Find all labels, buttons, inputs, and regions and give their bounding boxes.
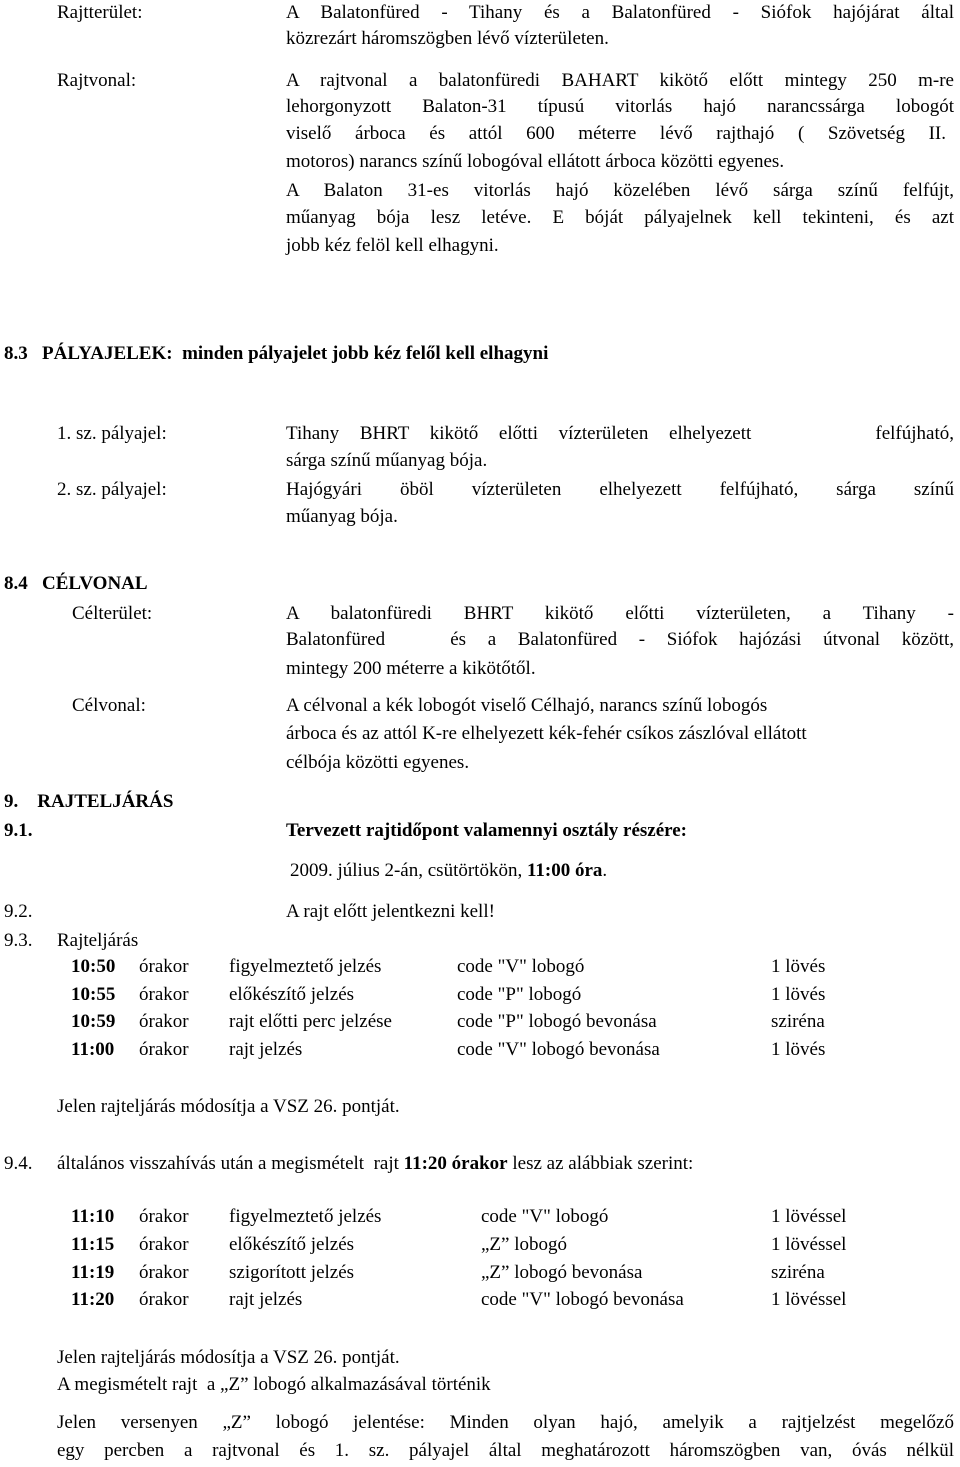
schedule-flag: „Z” lobogó bevonása — [481, 1262, 643, 1283]
schedule-row — [0, 1287, 960, 1315]
schedule-row — [0, 1260, 960, 1288]
schedule-unit: órakor — [139, 1206, 189, 1227]
schedule-signal: figyelmeztető jelzés — [229, 956, 382, 977]
rajtvonal-label: Rajtvonal: — [57, 70, 137, 91]
schedule-sound: sziréna — [771, 1262, 825, 1283]
celvonal-line: célbója közötti egyenes. — [286, 752, 470, 773]
celvonal-line: árboca és az attól K-re elhelyezett kék-fehér csíkos zászlóval ellátott — [286, 723, 807, 744]
schedule-sound: 1 lövéssel — [771, 1234, 847, 1255]
schedule-row — [0, 1232, 960, 1260]
recall-time: 11:20 órakor — [403, 1153, 508, 1174]
schedule-sound: 1 lövés — [771, 956, 826, 977]
schedule-signal: rajt jelzés — [229, 1289, 303, 1310]
z-flag-paragraph-line: egy percben a rajtvonal és 1. sz. pályajel által meghatározott háromszögben van, óvás nélkül — [57, 1440, 954, 1461]
section-text-9-2: A rajt előtt jelentkezni kell! — [286, 901, 495, 922]
schedule-sound: 1 lövéssel — [771, 1206, 847, 1227]
section-heading-9: 9. RAJTELJÁRÁS — [4, 791, 174, 812]
note-rajteljaras: Jelen rajteljárás módosítja a VSZ 26. pontját. — [57, 1096, 400, 1117]
rajtvonal-line: műanyag bója lesz letéve. E bóját pályajelnek kell tekinteni, és azt — [286, 207, 954, 228]
schedule-row — [0, 1037, 960, 1065]
schedule-flag: code "V" lobogó — [481, 1206, 609, 1227]
schedule-time: 10:50 — [71, 956, 116, 977]
section-title-9-1: Tervezett rajtidőpont valamennyi osztály részére: — [286, 820, 688, 841]
rajtterulet-label: Rajtterület: — [57, 2, 143, 23]
rajtvonal-line: jobb kéz felöl kell elhagyni. — [286, 235, 499, 256]
rajtvonal-line: A rajtvonal a balatonfüredi BAHART kikötő előtt mintegy 250 m-re — [286, 70, 954, 91]
schedule-sound: 1 lövéssel — [771, 1289, 847, 1310]
schedule-flag: code "V" lobogó — [457, 956, 585, 977]
section-number-9-4: 9.4. — [4, 1153, 33, 1174]
schedule-sound: 1 lövés — [771, 984, 826, 1005]
celterulet-line: A balatonfüredi BHRT kikötő előtti vízterületen, a Tihany - — [286, 603, 954, 624]
schedule-unit: órakor — [139, 1011, 189, 1032]
z-flag-paragraph-line: Jelen versenyen „Z” lobogó jelentése: Minden olyan hajó, amelyik a rajtjelzést megelőző — [57, 1412, 954, 1433]
celterulet-label: Célterület: — [72, 603, 153, 624]
celvonal-line: A célvonal a kék lobogót viselő Célhajó, narancs színű lobogós — [286, 695, 768, 716]
celterulet-line: mintegy 200 méterre a kikötőtől. — [286, 658, 536, 679]
section-number-9-2: 9.2. — [4, 901, 33, 922]
schedule-flag: code "V" lobogó bevonása — [457, 1039, 660, 1060]
rajtvonal-line: viselő árboca és attól 600 méterre lévő rajthajó ( Szövetség II. — [286, 123, 946, 144]
section-text-9-4 — [57, 1151, 693, 1177]
schedule-unit: órakor — [139, 956, 189, 977]
schedule-signal: előkészítő jelzés — [229, 984, 355, 1005]
palyajel-label: 2. sz. pályajel: — [57, 479, 167, 500]
palyajel-desc: sárga színű műanyag bója. — [286, 450, 488, 471]
palyajel-desc: Tihany BHRT kikötő előtti vízterületen elhelyezett felfújható, — [286, 423, 954, 444]
schedule-unit: órakor — [139, 984, 189, 1005]
schedule-row — [0, 1204, 960, 1232]
schedule-time: 11:15 — [71, 1234, 115, 1255]
palyajel-desc: Hajógyári öböl vízterületen elhelyezett felfújható, sárga színű — [286, 479, 954, 500]
schedule-time: 11:19 — [71, 1262, 115, 1283]
schedule-row — [0, 982, 960, 1010]
recall-text-end: lesz az alábbiak szerint: — [507, 1153, 694, 1174]
schedule-signal: rajt jelzés — [229, 1039, 303, 1060]
schedule-flag: code "P" lobogó bevonása — [457, 1011, 657, 1032]
schedule-unit: órakor — [139, 1289, 189, 1310]
rajtvonal-line: motoros) narancs színű lobogóval ellátott árboca közötti egyenes. — [286, 151, 785, 172]
start-date-text: 2009. július 2-án, csütörtökön, — [290, 860, 527, 881]
palyajel-desc: műanyag bója. — [286, 506, 398, 527]
schedule-unit: órakor — [139, 1262, 189, 1283]
palyajel-label: 1. sz. pályajel: — [57, 423, 167, 444]
rajtvonal-line: A Balaton 31-es vitorlás hajó közelében lévő sárga színű felfújt, — [286, 180, 954, 201]
schedule-signal: szigorított jelzés — [229, 1262, 355, 1283]
schedule-signal: rajt előtti perc jelzése — [229, 1011, 392, 1032]
section-title-9-3: Rajteljárás — [57, 930, 139, 951]
rajtterulet-line: A Balatonfüred - Tihany és a Balatonfüred - Siófok hajójárat által — [286, 2, 954, 23]
schedule-unit: órakor — [139, 1234, 189, 1255]
schedule-sound: 1 lövés — [771, 1039, 826, 1060]
schedule-flag: code "V" lobogó bevonása — [481, 1289, 684, 1310]
section-number-9-3: 9.3. — [4, 930, 33, 951]
rajtterulet-line: közrezárt háromszögben lévő vízterületen. — [286, 28, 609, 49]
schedule-flag: code "P" lobogó — [457, 984, 582, 1005]
schedule-row — [0, 1009, 960, 1037]
start-date — [290, 858, 607, 884]
schedule-time: 11:20 — [71, 1289, 115, 1310]
section-heading-8-4: 8.4 CÉLVONAL — [4, 573, 148, 594]
recall-text: általános visszahívás után a megismételt rajt — [57, 1153, 404, 1174]
note-rajteljaras: Jelen rajteljárás módosítja a VSZ 26. pontját. — [57, 1347, 400, 1368]
section-heading-8-3: 8.3 PÁLYAJELEK: minden pályajelet jobb kéz felől kell elhagyni — [4, 343, 549, 364]
schedule-row — [0, 954, 960, 982]
schedule-signal: előkészítő jelzés — [229, 1234, 355, 1255]
note-repeated-start: A megismételt rajt a „Z” lobogó alkalmazásával történik — [57, 1374, 491, 1395]
schedule-signal: figyelmeztető jelzés — [229, 1206, 382, 1227]
start-date-end: . — [602, 860, 608, 881]
rajtvonal-line: lehorgonyzott Balaton-31 típusú vitorlás hajó narancssárga lobogót — [286, 96, 954, 117]
schedule-sound: sziréna — [771, 1011, 825, 1032]
celterulet-line: Balatonfüred és a Balatonfüred - Siófok hajózási útvonal között, — [286, 629, 954, 650]
schedule-time: 10:55 — [71, 984, 116, 1005]
schedule-time: 10:59 — [71, 1011, 116, 1032]
start-time: 11:00 óra — [526, 860, 603, 881]
section-number-9-1: 9.1. — [4, 820, 33, 841]
schedule-flag: „Z” lobogó — [481, 1234, 568, 1255]
schedule-time: 11:00 — [71, 1039, 115, 1060]
schedule-time: 11:10 — [71, 1206, 115, 1227]
schedule-unit: órakor — [139, 1039, 189, 1060]
celvonal-label: Célvonal: — [72, 695, 146, 716]
